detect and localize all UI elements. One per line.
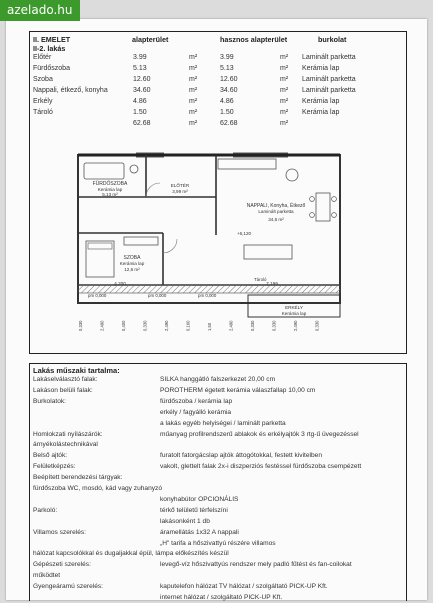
area-row [30,65,406,75]
spec-row [30,572,406,581]
spec-row [30,409,406,418]
area-row [30,109,406,119]
level-label-3: pm 0,000 [198,293,217,298]
header-area: alapterület [132,35,169,44]
level-label-2: pm 0,000 [148,293,167,298]
hall-label: ELŐTÉR [170,183,190,188]
spec-row [30,485,406,494]
spec-value: áramellátás 1x32 A nappali [160,528,239,536]
cell-usable: 12.60 [220,76,238,83]
cell-floor: Laminált parketta [302,54,356,61]
header-floor: II. EMELET [33,35,71,44]
balcony-label: ERKÉLY [285,305,303,310]
vertical-dim-label: 2,490 [99,320,105,331]
dimension-left: 4.200 [114,281,126,286]
spec-row [30,540,406,549]
storage-label: Tároló [254,277,267,282]
vertical-dim-label: 0,330 [250,320,255,331]
area-plan-frame [29,31,407,354]
cell-usable-unit: m² [280,98,289,105]
spec-value: vakolt, glettelt falak 2x-i diszperziós festéssel fürdőszoba csempézett [160,463,362,471]
spec-row [30,463,406,472]
spec-row [30,441,406,450]
spec-label: árnyékolástechnikával [33,441,98,449]
floor-plan [48,145,368,335]
spec-value: kaputelefon hálózat TV hálózat / szolgáltató PICK-UP Kft. [160,583,328,591]
spec-label: Gépészeti szerelés: [33,561,91,569]
cell-floor: Kerámia lap [302,65,340,72]
cell-room: Fürdőszoba [33,65,70,72]
living-floor: Laminált parketta [258,209,294,214]
bathroom-area: 5,13 m² [102,192,118,197]
vertical-dim-label: 0,400 [121,320,126,331]
specs-frame [29,363,407,601]
cell-area-unit: m² [189,76,198,83]
bedroom-floor: Kerámia lap [119,261,145,266]
spec-value: lakásonként 1 db [160,517,210,525]
spec-row [30,594,406,603]
spec-row [30,398,406,407]
specs-title: Lakás műszaki tartalma: [33,366,120,375]
watermark-badge: azelado.hu [0,0,80,21]
cell-area-unit: m² [189,54,198,61]
vertical-dim-label: 0,330 [78,320,83,331]
bathroom-floor: Kerámia lap [97,187,123,192]
cell-area: 5.13 [133,65,147,72]
spec-value: furatolt fatorgácslap ajtók áttogótokkal, festett kivitelben [160,452,323,460]
cell-usable-unit: m² [280,65,289,72]
spec-value: levegő-víz hőszivattyús rendszer mely padló fűtést és fan-coilokat [160,561,352,569]
spec-value: műanyag profilrendszerű ablakok és erkélyajtók 3 rtg-ű üvegezéssel [160,430,359,438]
cell-area-unit: m² [189,109,198,116]
vertical-dim-label: 0,330 [142,320,148,331]
cell-area: 4.86 [133,98,147,105]
living-area: 34,6 m² [268,217,284,222]
vertical-dim-label: 0,160 [185,320,191,331]
spec-row [30,420,406,429]
spec-label: működtet [33,572,61,580]
cell-area: 34.60 [133,87,151,94]
spec-row [30,507,406,516]
total-area-unit: m² [189,120,198,127]
spec-value: erkély / fagyálló kerámia [160,408,232,416]
spec-label: Lakáselválasztó falak: [33,376,98,383]
cell-room: Előtér [33,54,52,61]
spec-row [30,529,406,538]
cell-usable: 4.86 [220,98,234,105]
spec-label: Burkolatok: [33,397,66,405]
cell-area: 3.99 [133,54,147,61]
cell-usable: 34.60 [220,87,238,94]
vertical-dim-label: 0,330 [314,320,320,331]
spec-value: térkő telületű térfelszíni [160,506,228,514]
living-label: NAPPALI, Konyha, Étkező [246,203,306,209]
spec-label: Villamos szerelés: [33,528,87,536]
cell-floor: Laminált parketta [302,87,356,94]
bedroom-area: 12,6 m² [124,267,140,272]
spec-row [30,550,406,559]
spec-row [30,387,406,396]
dimension-right: 7.199 [266,281,278,286]
spec-label: Parkoló: [33,506,58,514]
level-label-1: pm 0,000 [88,293,107,298]
spec-row [30,518,406,527]
cell-usable-unit: m² [280,109,289,116]
cell-floor: Laminált parketta [302,76,356,83]
cell-area-unit: m² [189,87,198,94]
cell-room: Tároló [33,109,53,116]
spec-row [30,376,406,385]
cell-usable: 1.50 [220,109,234,116]
cell-floor: Kerámia lap [302,109,340,116]
apartment-subheader: II-2. lakás [33,44,66,53]
area-row [30,98,406,108]
vertical-dimensions [78,320,320,331]
spec-row [30,431,406,440]
spec-label: hálózat kapcsolókkal és dugaljakkal épül, lámpa előkészítés készül [33,550,229,558]
spec-label: fürdőszoba WC, mosdó, kád vagy zuhanyzó [33,485,163,492]
cell-usable: 3.99 [220,54,234,61]
total-area: 62.68 [133,120,151,127]
document-page [6,19,427,600]
cell-area: 12.60 [133,76,151,83]
spec-row [30,452,406,461]
cell-area: 1.50 [133,109,147,116]
spec-value: „H" tarifa a hőszivattyú részére villamos [160,539,276,547]
balcony-floor: Kerámia lap [281,311,307,316]
cell-usable-unit: m² [280,54,289,61]
vertical-dim-label: 1,50 [207,322,212,331]
area-row [30,54,406,64]
spec-value: SILKA hanggátló falszerkezet 20,00 cm [160,376,276,383]
spec-label: Homlokzati nyílászárók: [33,430,103,438]
vertical-dim-label: 2,490 [228,320,234,331]
spec-value: a lakás egyéb helyiségei / laminált parketta [160,419,286,427]
cell-area-unit: m² [189,98,198,105]
vertical-dim-label: 0,330 [271,320,277,331]
spec-label: Lakáson belüli falak: [33,386,93,394]
cell-floor: Kerámia lap [302,98,340,105]
header-flooring: burkolat [318,35,347,44]
total-usable: 62.68 [220,120,238,127]
area-row [30,87,406,97]
spec-label: Gyengeáramú szerelés: [33,583,104,591]
vertical-dim-label: 2,490 [164,320,169,331]
hall-area: 3,99 m² [172,189,188,194]
spec-value: konyhabútor OPCIONÁLIS [160,495,239,503]
vertical-dim-label: 2,490 [293,320,298,331]
cell-usable: 5.13 [220,65,234,72]
spec-value: POROTHERM égetett kerámia válaszfallap 10,00 cm [160,386,316,394]
total-row [30,120,406,130]
spec-value: internet hálózat / szolgáltató PICK-UP Kft. [160,594,283,601]
bathroom-label: FÜRDŐSZOBA [92,181,128,187]
spec-label: Felületképzés: [33,463,76,471]
cell-usable-unit: m² [280,76,289,83]
spec-label: Belső ajtók: [33,452,68,460]
cell-room: Erkély [33,98,53,105]
spec-label: Beépített berendezési tárgyak: [33,474,123,482]
cell-usable-unit: m² [280,87,289,94]
spec-value: fürdőszoba / kerámia lap [160,397,233,405]
spec-row [30,474,406,483]
bedroom-label: SZOBA [123,255,141,261]
spec-row [30,496,406,505]
spec-row [30,561,406,570]
header-usable-area: hasznos alapterület [220,35,288,44]
total-usable-unit: m² [280,120,289,127]
area-row [30,76,406,86]
cell-room: Szoba [33,76,53,83]
spec-row [30,583,406,592]
cell-area-unit: m² [189,65,198,72]
cell-room: Nappali, étkező, konyha [33,87,108,94]
level-mark: +6,120 [236,231,252,236]
